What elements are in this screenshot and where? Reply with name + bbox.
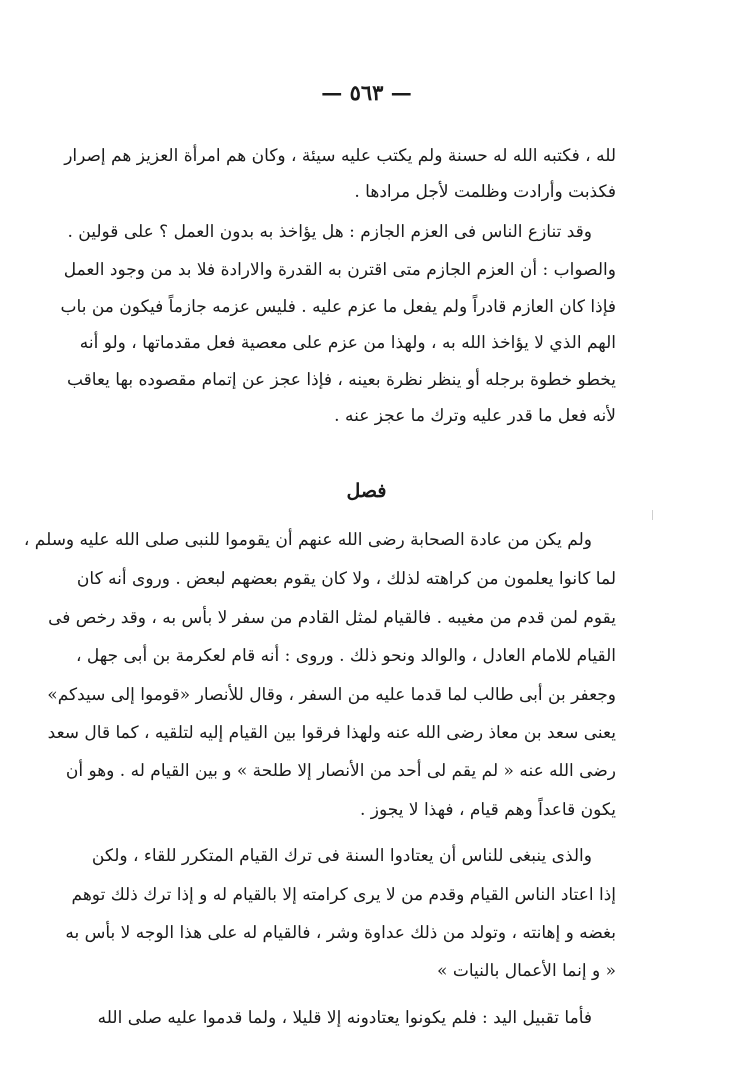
- text-line: رضى الله عنه « لم يقم لى أحد من الأنصار إلا طلحة » و بين القيام له . وهو أن: [65, 761, 616, 781]
- text-line: يقوم لمن قدم من مغيبه . فالقيام لمثل القادم من سفر لا بأس به ، وقد رخص فى: [48, 608, 616, 628]
- text-line: ولم يكن من عادة الصحابة رضى الله عنهم أن يقوموا للنبى صلى الله عليه وسلم ،: [23, 530, 592, 550]
- text-line: يكون قاعداً وهم قيام ، فهذا لا يجوز .: [359, 800, 616, 820]
- section-heading: فصل: [346, 480, 387, 502]
- text-line: القيام للامام العادل ، والوالد ونحو ذلك . وروى : أنه قام لعكرمة بن أبى جهل ،: [76, 646, 616, 666]
- text-line: بغضه و إهانته ، وتولد من ذلك عداوة وشر ، فالقيام له على هذا الوجه لا بأس به: [65, 923, 616, 943]
- text-line: لما كانوا يعلمون من كراهته لذلك ، ولا كان يقوم بعضهم لبعض . وروى أنه كان: [76, 569, 616, 589]
- text-line: والذى ينبغى للناس أن يعتادوا السنة فى ترك القيام المتكرر للقاء ، ولكن: [91, 846, 592, 866]
- text-line: إذا اعتاد الناس القيام وقدم من لا يرى كرامته إلا بالقيام له و إذا ترك ذلك توهم: [71, 885, 616, 905]
- text-line: فكذبت وأرادت وظلمت لأجل مرادها .: [354, 182, 616, 202]
- text-line: الهم الذي لا يؤاخذ الله به ، ولهذا من عزم على معصية فعل مقدماتها ، ولو أنه: [79, 333, 616, 353]
- text-line: والصواب : أن العزم الجازم متى اقترن به القدرة والارادة فلا بد من وجود العمل: [63, 260, 616, 280]
- text-line: وجعفر بن أبى طالب لما قدما عليه من السفر ، وقال للأنصار «قوموا إلى سيدكم»: [47, 685, 616, 705]
- text-line: لأنه فعل ما قدر عليه وترك ما عجز عنه .: [334, 406, 616, 426]
- text-line: يخطو خطوة برجله أو ينظر نظرة بعينه ، فإذا عجز عن إتمام مقصوده بها يعاقب: [66, 370, 616, 390]
- page-number: — ٥٦٣ —: [321, 80, 412, 105]
- text-line: « و إنما الأعمال بالنيات »: [437, 961, 616, 981]
- text-line: وقد تنازع الناس فى العزم الجازم : هل يؤاخذ به بدون العمل ؟ على قولين .: [67, 222, 592, 242]
- text-line: فأما تقبيل اليد : فلم يكونوا يعتادونه إلا قليلا ، ولما قدموا عليه صلى الله: [97, 1008, 592, 1028]
- margin-mark: [652, 510, 653, 520]
- text-line: فإذا كان العازم قادراً ولم يفعل ما عزم عليه . فليس عزمه جازماً فيكون من باب: [60, 297, 616, 317]
- text-line: لله ، فكتبه الله له حسنة ولم يكتب عليه سيئة ، وكان هم امرأة العزيز هم إصرار: [64, 146, 616, 166]
- text-line: يعنى سعد بن معاذ رضى الله عنه ولهذا فرقوا بين القيام إليه لتلقيه ، كما قال سعد: [47, 723, 616, 743]
